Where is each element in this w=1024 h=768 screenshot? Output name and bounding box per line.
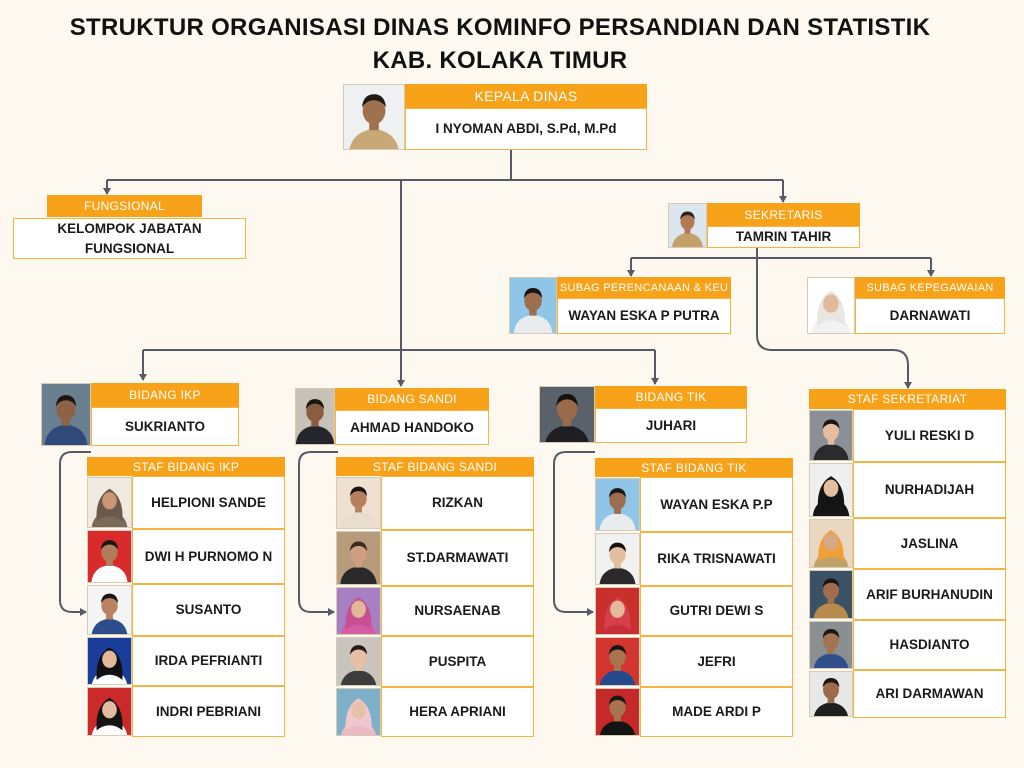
bidang-tik-name: JUHARI <box>595 408 747 443</box>
tik-staff-photo <box>595 478 640 531</box>
bidang-ikp-photo <box>41 383 91 446</box>
chart-title-line1: STRUKTUR ORGANISASI DINAS KOMINFO PERSANDIAN DAN STATISTIK <box>69 14 931 41</box>
fungsional-role-label: FUNGSIONAL <box>47 195 202 217</box>
ikp-staff-photo <box>87 477 132 528</box>
sandi-staff-name: PUSPITA <box>381 636 534 687</box>
sandi-staff-photo <box>336 637 381 686</box>
bidang-sandi-photo <box>295 388 335 445</box>
sek-staff-name: JASLINA <box>853 518 1006 569</box>
subag-peg-role-label: SUBAG KEPEGAWAIAN <box>855 277 1005 298</box>
sek-staff-photo <box>809 410 853 461</box>
head-name: I NYOMAN ABDI, S.Pd, M.Pd <box>405 108 647 150</box>
sandi-staff-name: RIZKAN <box>381 476 534 530</box>
bidang-tik-role-label: BIDANG TIK <box>595 386 747 408</box>
tik-staff-role-label: STAF BIDANG TIK <box>595 458 793 477</box>
sek-staff-photo <box>809 671 853 717</box>
ikp-staff-name: HELPIONI SANDE <box>132 476 285 529</box>
sekretaris-photo <box>668 203 707 248</box>
sandi-staff-name: HERA APRIANI <box>381 687 534 737</box>
line-tik-staf <box>554 452 595 612</box>
ikp-staff-photo <box>87 530 132 583</box>
head-photo <box>343 84 405 150</box>
sekretaris-name: TAMRIN TAHIR <box>707 226 860 248</box>
tik-staff-name: RIKA TRISNAWATI <box>640 532 793 586</box>
line-sandi-staf <box>299 452 338 612</box>
sek-staff-name: HASDIANTO <box>853 620 1006 670</box>
subag-peg-photo <box>807 277 855 334</box>
fungsional-name: KELOMPOK JABATAN FUNGSIONAL <box>13 218 246 259</box>
sandi-staff-photo <box>336 531 381 585</box>
sandi-staff-role-label: STAF BIDANG SANDI <box>336 457 534 476</box>
tik-staff-photo <box>595 533 640 585</box>
sek-staff-photo <box>809 519 853 568</box>
sek-staff-photo <box>809 570 853 619</box>
sek-staff-role-label: STAF SEKRETARIAT <box>809 389 1006 409</box>
bidang-sandi-role-label: BIDANG SANDI <box>335 388 489 410</box>
tik-staff-name: WAYAN ESKA P.P <box>640 477 793 532</box>
bidang-sandi-name: AHMAD HANDOKO <box>335 410 489 445</box>
bidang-ikp-role-label: BIDANG IKP <box>91 383 239 407</box>
sandi-staff-name: NURSAENAB <box>381 586 534 636</box>
tik-staff-photo <box>595 637 640 686</box>
tik-staff-photo <box>595 587 640 635</box>
bidang-ikp-name: SUKRIANTO <box>91 407 239 446</box>
ikp-staff-photo <box>87 585 132 635</box>
sek-staff-name: ARI DARMAWAN <box>853 670 1006 718</box>
sek-staff-name: NURHADIJAH <box>853 462 1006 518</box>
subag-keu-photo <box>509 277 557 334</box>
sek-staff-name: ARIF BURHANUDIN <box>853 569 1006 620</box>
subag-keu-name: WAYAN ESKA P PUTRA <box>557 298 731 334</box>
tik-staff-name: GUTRI DEWI S <box>640 586 793 636</box>
sek-staff-photo <box>809 463 853 517</box>
subag-peg-name: DARNAWATI <box>855 298 1005 334</box>
ikp-staff-name: IRDA PEFRIANTI <box>132 636 285 686</box>
sandi-staff-photo <box>336 587 381 635</box>
ikp-staff-photo <box>87 687 132 736</box>
tik-staff-name: JEFRI <box>640 636 793 687</box>
sandi-staff-name: ST.DARMAWATI <box>381 530 534 586</box>
ikp-staff-name: DWI H PURNOMO N <box>132 529 285 584</box>
sekretaris-role-label: SEKRETARIS <box>707 203 860 226</box>
sandi-staff-photo <box>336 688 381 736</box>
tik-staff-photo <box>595 688 640 736</box>
tik-staff-name: MADE ARDI P <box>640 687 793 737</box>
ikp-staff-name: SUSANTO <box>132 584 285 636</box>
sandi-staff-photo <box>336 477 381 529</box>
bidang-tik-photo <box>539 386 595 443</box>
sek-staff-name: YULI RESKI D <box>853 409 1006 462</box>
head-role-label: KEPALA DINAS <box>405 84 647 108</box>
ikp-staff-role-label: STAF BIDANG IKP <box>87 457 285 476</box>
subag-keu-role-label: SUBAG PERENCANAAN & KEU <box>557 277 731 298</box>
chart-title-line2: KAB. KOLAKA TIMUR <box>372 47 628 74</box>
sek-staff-photo <box>809 621 853 669</box>
ikp-staff-name: INDRI PEBRIANI <box>132 686 285 737</box>
ikp-staff-photo <box>87 637 132 685</box>
